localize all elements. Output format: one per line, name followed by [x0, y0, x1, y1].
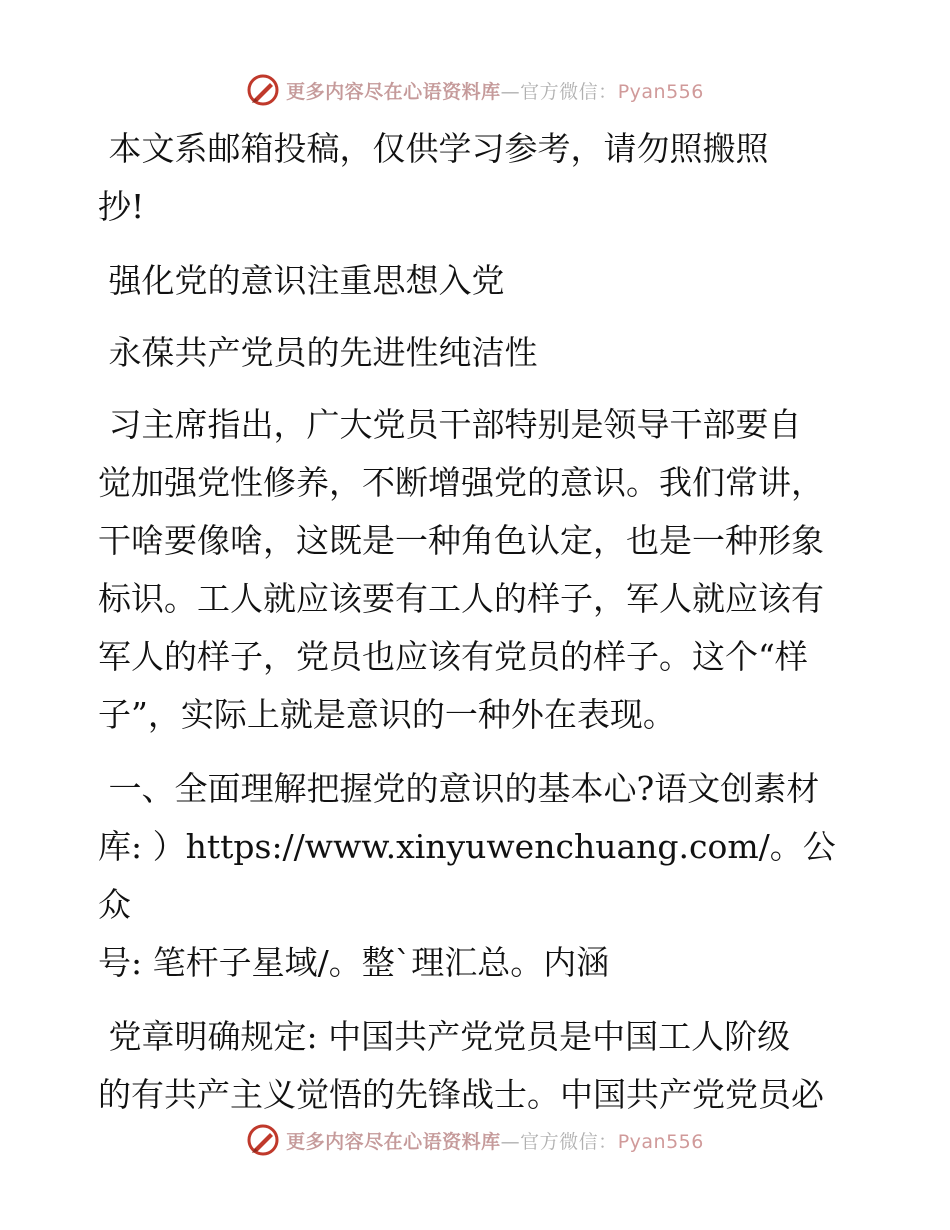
paragraph-title-1: 强化党的意识注重思想入党: [98, 261, 505, 300]
paragraph-disclaimer: 本文系邮箱投稿，仅供学习参考，请勿照搬照 抄!: [98, 129, 769, 226]
header-banner-text: [286, 77, 704, 104]
header-banner: [0, 70, 950, 110]
pen-circle-icon: [246, 1123, 280, 1157]
footer-site-name: 更多内容尽在心语资料库: [286, 1130, 501, 1153]
pen-circle-icon: [246, 73, 280, 107]
footer-wechat-id: Pyan556: [617, 1130, 704, 1153]
paragraph-intro: 习主席指出，广大党员干部特别是领导干部要自 觉加强党性修养，不断增强党的意识。我们常讲， 干啥要像啥，这既是一种角色认定，也是一种形象 标识。工人就应该要有工人的样子，军人就应该有 军人的样子，党员也应该有党员的样子。这个“样 子”，实际上就是意识的一种外在表现。: [98, 405, 824, 734]
header-wechat-id: Pyan556: [617, 80, 704, 103]
paragraph-party-constitution: 党章明确规定: 中国共产党党员是中国工人阶级 的有共产主义觉悟的先锋战士。中国共产党党员必: [98, 1017, 824, 1114]
footer-banner: [0, 1120, 950, 1160]
footer-wechat-label: —官方微信：: [500, 1130, 618, 1153]
footer-banner-text: [286, 1127, 704, 1154]
header-site-name: 更多内容尽在心语资料库: [286, 80, 501, 103]
document-body: [98, 120, 858, 1140]
paragraph-section-1: 一、全面理解把握党的意识的基本心?语文创素材 库: ）https://www.xinyuwenchuang.com/。公众 号: 笔杆子星域/。整`理汇总。内涵: [98, 769, 836, 982]
header-wechat-label: —官方微信：: [500, 80, 618, 103]
paragraph-title-2: 永葆共产党员的先进性纯洁性: [98, 333, 538, 372]
